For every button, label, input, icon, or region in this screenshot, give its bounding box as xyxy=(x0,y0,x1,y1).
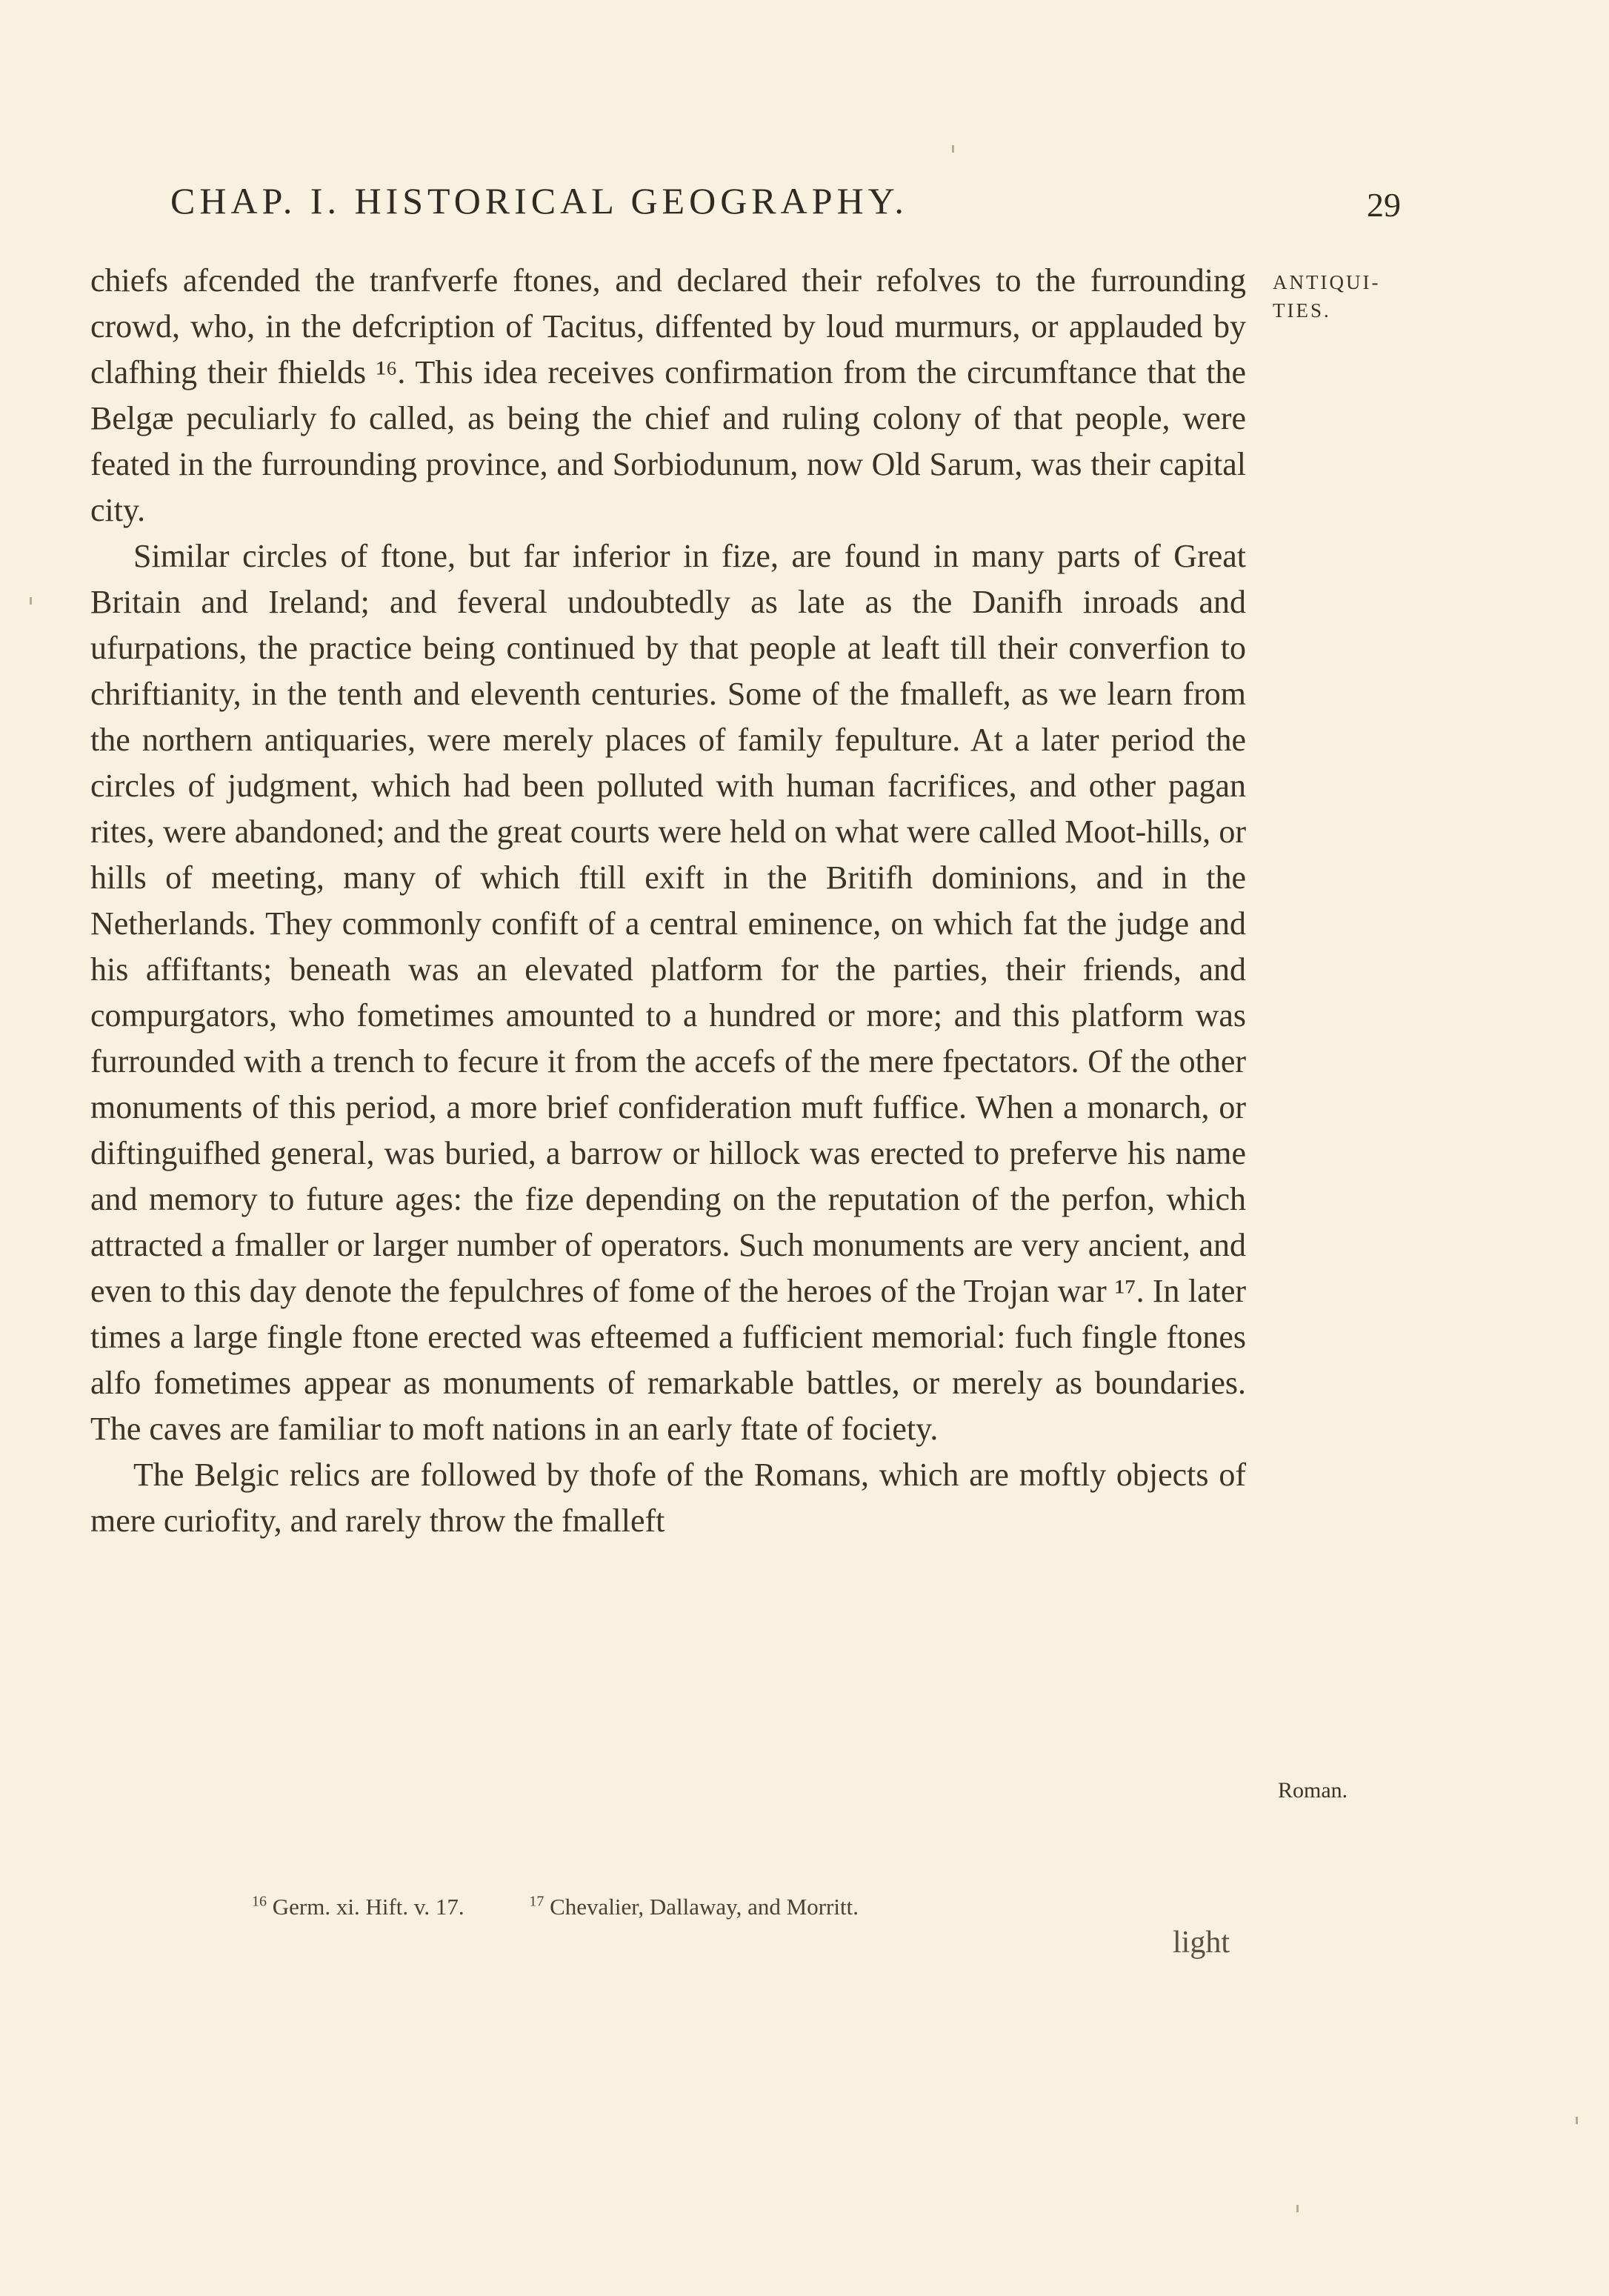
sidenote-antiquities: ANTIQUI-TIES. xyxy=(1273,271,1381,322)
footnote-17-text: Chevalier, Dallaway, and Morritt. xyxy=(550,1894,859,1920)
footnote-16-number: 16 xyxy=(252,1894,267,1910)
footnote-17-number: 17 xyxy=(529,1894,544,1910)
paper-speck xyxy=(30,597,32,605)
page-header xyxy=(0,179,1609,231)
paragraph-1: chiefs afcended the tranfverfe ftones, and declared their refolves to the furrounding crowd, who, in the defcription of Tacitus, diffented by loud murmurs, or applauded by clafhing their fhields ¹⁶. This idea receives confirmation from the circumftance that the Belgæ peculiarly fo called, as being the chief and ruling colony of that people, were feated in the furrounding province, and Sorbiodunum, now Old Sarum, was their capital city. xyxy=(90,262,1246,528)
catchword: light xyxy=(1173,1926,1230,1960)
running-head: CHAP. I. HISTORICAL GEOGRAPHY. xyxy=(170,180,908,222)
paragraph-2: Similar circles of ftone, but far inferior in fize, are found in many parts of Great Britain and Ireland; and feveral undoubtedly as late as the Danifh inroads and ufurpations, the practice being continued by that people at leaft till their converfion to chriftianity, in the tenth and eleventh centuries. Some of the fmalleft, as we learn from the northern antiquaries, were merely places of family fepulture. At a later period the circles of judgment, which had been polluted with human facrifices, and other pagan rites, were abandoned; and the great courts were held on what were called Moot-hills, or hills of meeting, many of which ftill exift in the Britifh dominions, and in the Netherlands. They commonly confift of a central eminence, on which fat the judge and his affiftants; beneath was an elevated platform for the parties, their friends, and compurgators, who fometimes amounted to a hundred or more; and this platform was furrounded with a trench to fecure it from the accefs of the mere fpectators. Of the other monuments of this period, a more brief confideration muft fuffice. When a monarch, or diftinguifhed general, was buried, a barrow or hillock was erected to preferve his name and memory to future ages: the fize depending on the reputation of the perfon, which attracted a fmaller or larger number of operators. Such monuments are very ancient, and even to this day denote the fepulchres of fome of the heroes of the Trojan war ¹⁷. In later times a large fingle ftone erected was efteemed a fufficient memorial: fuch fingle ftones alfo fometimes appear as monuments of remarkable battles, or merely as boundaries. The caves are familiar to moft nations in an early ftate of fociety. xyxy=(90,538,1246,1447)
paper-speck xyxy=(1576,2117,1578,2124)
sidenote-roman: Roman. xyxy=(1278,1778,1348,1803)
footnote-16-text: Germ. xi. Hift. v. 17. xyxy=(272,1894,464,1920)
paper-speck xyxy=(1296,2205,1299,2212)
page-number: 29 xyxy=(1367,186,1401,224)
paper-speck xyxy=(952,145,954,153)
footnotes xyxy=(252,1894,1289,1920)
footnote-16 xyxy=(252,1894,464,1920)
paragraph-3: The Belgic relics are followed by thofe of the Romans, which are moftly objects of mere curiofity, and rarely throw the fmalleft xyxy=(90,1457,1246,1539)
footnote-17 xyxy=(529,1894,859,1920)
body-text xyxy=(90,258,1246,1544)
